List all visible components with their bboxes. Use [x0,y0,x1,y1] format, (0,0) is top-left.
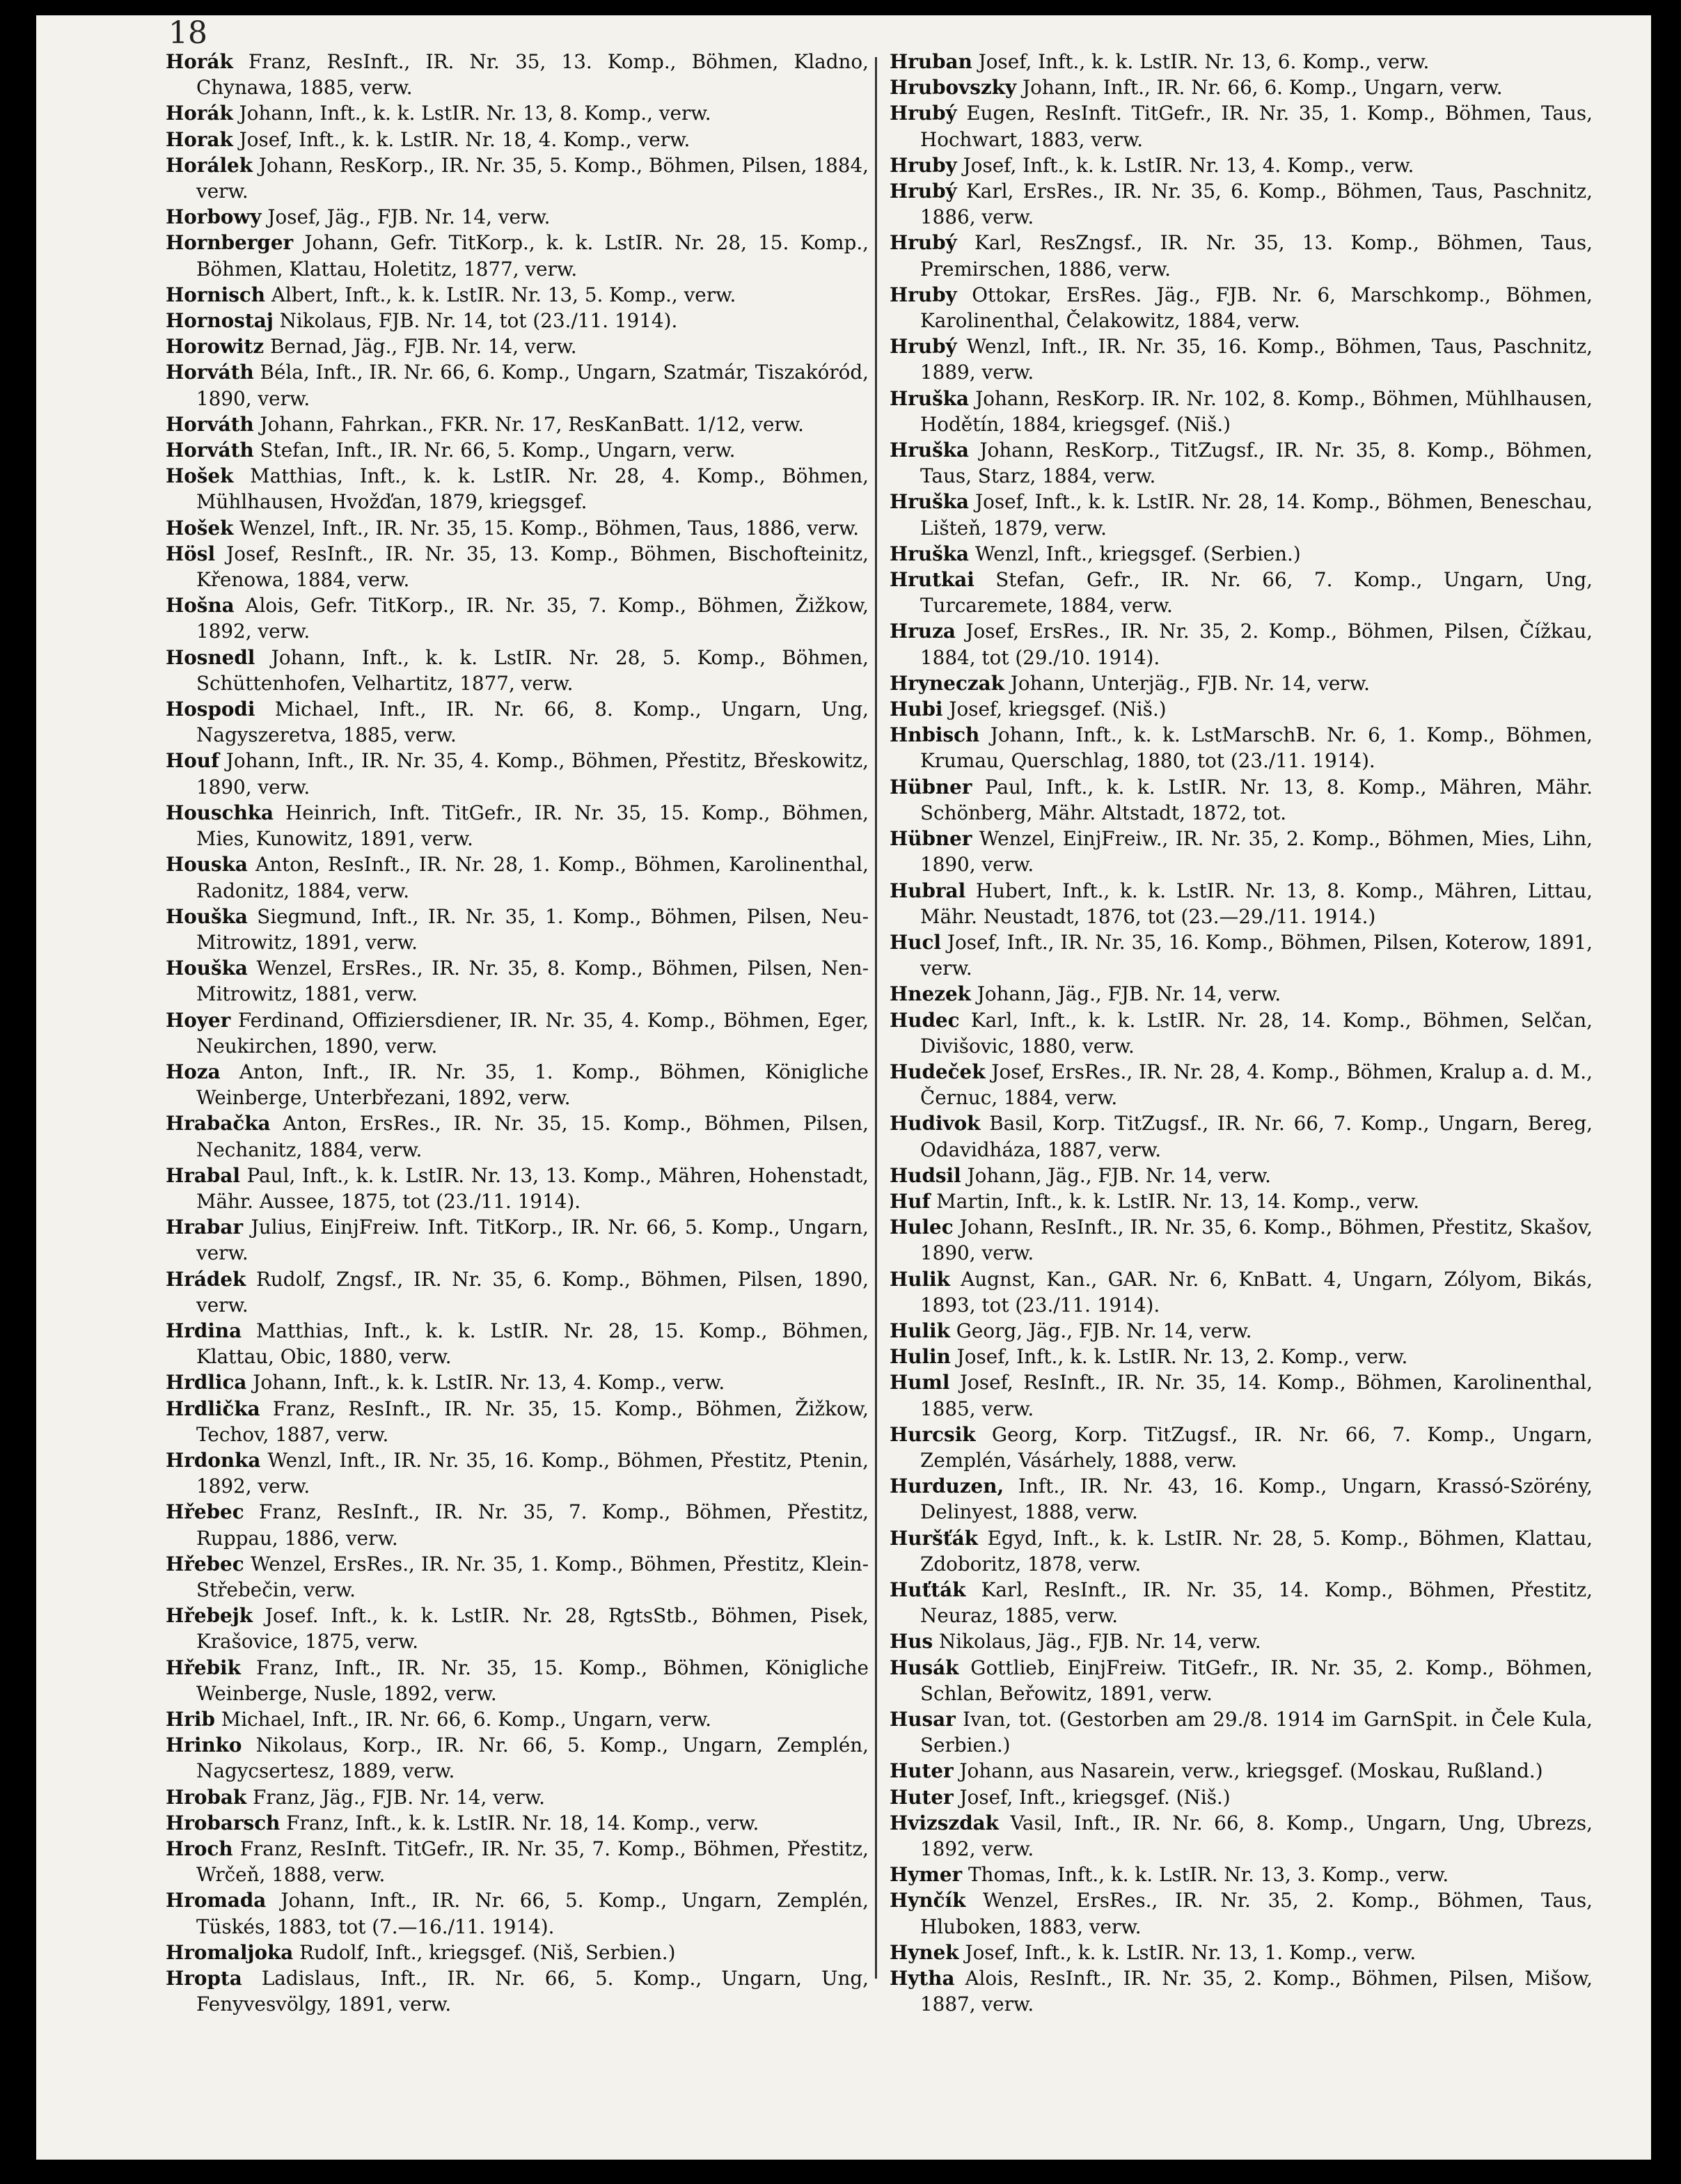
entry-details: Johann, Inft., k. k. LstIR. Nr. 13, 4. Komp., verw. [253,1371,725,1395]
entry-details: Vasil, Inft., IR. Nr. 66, 8. Komp., Ungarn, Ung, Ubrezs, 1892, verw. [920,1811,1593,1861]
entry-details: Wenzel, EinjFreiw., IR. Nr. 35, 2. Komp., Böhmen, Mies, Lihn, 1890, verw. [920,827,1593,877]
entry-details: Johann, Inft., k. k. LstIR. Nr. 28, 5. Komp., Böhmen, Schüttenhofen, Velhartitz, 1877, verw. [196,645,869,695]
entry-surname: Husák [890,1656,959,1679]
entry-details: Thomas, Inft., k. k. LstIR. Nr. 13, 3. Komp., verw. [968,1863,1449,1887]
entry-details: Hubert, Inft., k. k. LstIR. Nr. 13, 8. Komp., Mähren, Littau, Mähr. Neustadt, 1876, tot (23.—29./11. 1914.) [920,879,1593,928]
entry-surname: Huter [890,1785,954,1809]
list-entry [166,1732,869,1784]
entry-surname: Hrdlička [166,1397,260,1420]
entry-surname: Hornisch [166,283,266,306]
list-entry [166,411,869,437]
entry-surname: Hošna [166,594,235,618]
entry-details: Josef, Inft., kriegsgef. (Niš.) [959,1785,1231,1809]
entry-surname: Hulik [890,1267,950,1291]
entry-surname: Horbowy [166,205,262,229]
entry-surname: Hošek [166,516,234,540]
document-page [36,15,1651,2160]
entry-details: Martin, Inft., k. k. LstIR. Nr. 13, 14. Komp., verw. [936,1189,1420,1213]
entry-surname: Hulin [890,1345,951,1369]
list-entry [166,1396,869,1447]
entry-surname: Huršťák [890,1526,978,1550]
list-entry [890,489,1593,540]
list-entry [166,1965,869,2017]
list-entry [166,127,869,152]
entry-details: Anton, ErsRes., IR. Nr. 35, 15. Komp., Böhmen, Pilsen, Nechanitz, 1884, verw. [196,1112,869,1161]
entry-details: Béla, Inft., IR. Nr. 66, 6. Komp., Ungarn, Szatmár, Tiszakóród, 1890, verw. [196,361,869,410]
list-entry [166,541,869,592]
list-entry [890,1059,1593,1110]
entry-details: Eugen, ResInft. TitGefr., IR. Nr. 35, 1. Komp., Böhmen, Taus, Hochwart, 1883, verw. [920,102,1593,151]
entry-surname: Hurduzen, [890,1475,1004,1498]
list-entry [166,955,869,1007]
list-entry [166,1499,869,1550]
entry-surname: Hropta [166,1967,242,1990]
entry-details: Stefan, Gefr., IR. Nr. 66, 7. Komp., Ungarn, Ung, Turcaremete, 1884, verw. [920,568,1593,618]
entry-details: Josef, Inft., k. k. LstIR. Nr. 28, 14. Komp., Böhmen, Beneschau, Lišteň, 1879, verw. [920,490,1593,540]
entry-surname: Hus [890,1630,933,1653]
entry-surname: Hvizszdak [890,1811,999,1835]
entry-surname: Hulec [890,1216,954,1239]
entry-details: Johann, Jäg., FJB. Nr. 14, verw. [967,1163,1271,1187]
entry-details: Johann, Inft., k. k. LstMarschB. Nr. 6, 1. Komp., Böhmen, Krumau, Querschlag, 1880, tot (23./11. 1914). [920,723,1593,773]
list-entry [890,333,1593,385]
entry-surname: Horowitz [166,335,265,359]
list-entry [166,308,869,333]
entry-details: Stefan, Inft., IR. Nr. 66, 5. Komp., Ungarn, verw. [260,439,736,462]
list-entry [166,1836,869,1887]
entry-surname: Hryneczak [890,671,1004,695]
entry-surname: Hruby [890,283,957,306]
list-entry [166,100,869,126]
list-entry [166,851,869,903]
entry-details: Ottokar, ErsRes. Jäg., FJB. Nr. 6, Marschkomp., Böhmen, Karolinenthal, Čelakowitz, 1884, verw. [920,283,1593,333]
list-entry [166,1655,869,1706]
list-entry [166,592,869,644]
entry-details: Wenzl, Inft., IR. Nr. 35, 16. Komp., Böhmen, Přestitz, Ptenin, 1892, verw. [196,1448,869,1498]
entry-surname: Horak [166,127,233,151]
entry-details: Basil, Korp. TitZugsf., IR. Nr. 66, 7. Komp., Ungarn, Bereg, Odavidháza, 1887, verw. [920,1112,1593,1161]
list-entry [166,800,869,851]
entry-details: Josef, Inft., k. k. LstIR. Nr. 13, 6. Komp., verw. [978,50,1430,73]
entry-details: Franz, ResInft. TitGefr., IR. Nr. 35, 7. Komp., Böhmen, Přestitz, Wrčeň, 1888, verw. [196,1837,869,1887]
entry-details: Johann, ResInft., IR. Nr. 35, 6. Komp., Böhmen, Přestitz, Skašov, 1890, verw. [920,1216,1593,1265]
entry-details: Georg, Korp. TitZugsf., IR. Nr. 66, 7. Komp., Ungarn, Zemplén, Vásárhely, 1888, verw. [920,1422,1593,1472]
entry-details: Nikolaus, Korp., IR. Nr. 66, 5. Komp., Ungarn, Zemplén, Nagycsertesz, 1889, verw. [196,1734,869,1783]
entry-details: Josef, ResInft., IR. Nr. 35, 14. Komp., Böhmen, Karolinenthal, 1885, verw. [920,1371,1593,1420]
list-entry [890,1344,1593,1369]
list-entry [890,1655,1593,1706]
entry-details: Anton, ResInft., IR. Nr. 28, 1. Komp., Böhmen, Karolinenthal, Radonitz, 1884, verw. [196,853,869,902]
entry-details: Matthias, Inft., k. k. LstIR. Nr. 28, 4. Komp., Böhmen, Mühlhausen, Hvožďan, 1879, kriegsgef. [196,464,869,514]
list-entry [166,1447,869,1499]
entry-details: Johann, ResKorp. IR. Nr. 102, 8. Komp., Böhmen, Mühlhausen, Hodětín, 1884, kriegsgef. (Niš.) [920,386,1593,436]
entry-surname: Hudec [890,1008,960,1032]
entry-details: Johann, Unterjäg., FJB. Nr. 14, verw. [1010,671,1370,695]
list-entry [890,178,1593,230]
entry-details: Nikolaus, FJB. Nr. 14, tot (23./11. 1914). [279,309,678,333]
right-column [890,49,1593,2017]
entry-surname: Hrdonka [166,1448,261,1472]
entry-surname: Houška [166,957,248,980]
entry-surname: Hruška [890,386,970,410]
list-entry [890,437,1593,489]
entry-surname: Hnbisch [890,723,980,747]
list-entry [166,282,869,308]
list-entry [166,904,869,955]
entry-surname: Hymer [890,1863,963,1887]
list-entry [166,230,869,281]
entry-details: Karl, Inft., k. k. LstIR. Nr. 28, 14. Komp., Böhmen, Selčan, Divišovic, 1880, verw. [920,1008,1593,1058]
list-entry [890,282,1593,333]
list-entry [166,696,869,748]
entry-surname: Houska [166,853,248,877]
entry-surname: Hřebik [166,1656,241,1679]
list-entry [166,645,869,696]
entry-details: Rudolf, Inft., kriegsgef. (Niš, Serbien.) [299,1940,676,1964]
entry-details: Franz, Inft., IR. Nr. 35, 15. Komp., Böhmen, Königliche Weinberge, Nusle, 1892, verw. [196,1656,869,1705]
entry-details: Julius, EinjFreiw. Inft. TitKorp., IR. Nr. 66, 5. Komp., Ungarn, verw. [196,1216,869,1265]
entry-surname: Huml [890,1371,950,1395]
entry-surname: Hrobak [166,1785,247,1809]
entry-surname: Horváth [166,361,254,384]
entry-details: Josef, ResInft., IR. Nr. 35, 13. Komp., Böhmen, Bischofteinitz, Křenowa, 1884, verw. [196,542,869,592]
entry-surname: Hruška [890,439,970,462]
entry-details: Wenzel, ErsRes., IR. Nr. 35, 8. Komp., Böhmen, Pilsen, Nen-Mitrowitz, 1881, verw. [196,957,869,1006]
list-entry [890,1188,1593,1214]
list-entry [890,1965,1593,2017]
entry-details: Wenzl, Inft., kriegsgef. (Serbien.) [974,542,1301,565]
entry-surname: Huťták [890,1578,966,1601]
entry-surname: Hrubý [890,231,957,255]
entry-surname: Hruza [890,620,956,643]
list-entry [890,1940,1593,1965]
entry-details: Johann, Inft., IR. Nr. 35, 4. Komp., Böhmen, Přestitz, Břeskowitz, 1890, verw. [196,749,869,799]
list-entry [890,1577,1593,1628]
list-entry [166,1059,869,1110]
entry-surname: Horák [166,50,233,73]
entry-details: Johann, Jäg., FJB. Nr. 14, verw. [977,982,1281,1006]
entry-details: Johann, Inft., k. k. LstIR. Nr. 13, 8. Komp., verw. [239,102,711,125]
entry-details: Franz, ResInft., IR. Nr. 35, 7. Komp., Böhmen, Přestitz, Ruppau, 1886, verw. [196,1500,869,1550]
list-entry [166,152,869,204]
entry-details: Josef, Inft., k. k. LstIR. Nr. 13, 1. Komp., verw. [965,1940,1416,1964]
list-entry [890,567,1593,618]
entry-surname: Hurcsik [890,1422,976,1446]
list-entry [166,1214,869,1266]
list-entry [166,1266,869,1318]
list-entry [890,1163,1593,1188]
entry-surname: Hřebejk [166,1604,253,1628]
list-entry [890,1214,1593,1266]
list-entry [890,230,1593,281]
list-entry [166,515,869,541]
entry-surname: Houška [166,904,248,928]
list-entry [166,1603,869,1654]
entry-surname: Hornberger [166,231,294,255]
entry-surname: Hrutkai [890,568,974,592]
entry-details: Josef, Inft., IR. Nr. 35, 16. Komp., Böhmen, Pilsen, Koterow, 1891, verw. [920,930,1593,980]
entry-details: Josef, Inft., k. k. LstIR. Nr. 13, 2. Komp., verw. [956,1345,1408,1369]
entry-details: Josef, kriegsgef. (Niš.) [949,698,1167,721]
list-entry [890,1318,1593,1344]
entry-surname: Hnezek [890,982,971,1006]
entry-surname: Hubi [890,698,943,721]
list-entry [890,1369,1593,1421]
list-entry [166,1369,869,1395]
entry-details: Siegmund, Inft., IR. Nr. 35, 1. Komp., Böhmen, Pilsen, Neu-Mitrowitz, 1891, verw. [196,904,869,954]
list-entry [890,1706,1593,1758]
entry-details: Michael, Inft., IR. Nr. 66, 6. Komp., Ungarn, verw. [221,1708,711,1731]
entry-surname: Hromada [166,1889,267,1912]
entry-details: Johann, ResKorp., TitZugsf., IR. Nr. 35, 8. Komp., Böhmen, Taus, Starz, 1884, verw. [920,439,1593,488]
entry-surname: Hrubovszky [890,76,1017,100]
entry-details: Johann, Inft., IR. Nr. 66, 5. Komp., Ungarn, Zemplén, Tüskés, 1883, tot (7.—16./11. 1914). [196,1889,869,1938]
entry-surname: Hošek [166,464,234,488]
entry-details: Josef, Inft., k. k. LstIR. Nr. 18, 4. Komp., verw. [239,127,690,151]
list-entry [166,748,869,799]
entry-surname: Horváth [166,439,254,462]
entry-surname: Hynek [890,1940,959,1964]
entry-details: Johann, Inft., IR. Nr. 66, 6. Komp., Ungarn, verw. [1022,76,1503,100]
entry-surname: Hrubý [890,102,957,125]
entry-details: Albert, Inft., k. k. LstIR. Nr. 13, 5. Komp., verw. [271,283,736,306]
entry-surname: Hřebec [166,1500,244,1524]
entry-details: Augnst, Kan., GAR. Nr. 6, KnBatt. 4, Ungarn, Zólyom, Bikás, 1893, tot (23./11. 1914). [920,1267,1593,1317]
entry-details: Johann, Gefr. TitKorp., k. k. LstIR. Nr. 28, 15. Komp., Böhmen, Klattau, Holetitz, 1877, verw. [196,231,869,281]
entry-surname: Hroch [166,1837,233,1861]
entry-surname: Horák [166,102,233,125]
entry-surname: Hoyer [166,1008,231,1032]
entry-surname: Hruška [890,542,970,565]
entry-surname: Hřebec [166,1552,244,1576]
entry-surname: Hudivok [890,1112,981,1136]
entry-details: Wenzel, ErsRes., IR. Nr. 35, 2. Komp., Böhmen, Taus, Hluboken, 1883, verw. [920,1889,1593,1938]
entry-surname: Huf [890,1189,931,1213]
list-entry [890,1758,1593,1784]
entry-details: Wenzel, ErsRes., IR. Nr. 35, 1. Komp., Böhmen, Přestitz, Klein-Střebečin, verw. [196,1552,869,1601]
entry-details: Nikolaus, Jäg., FJB. Nr. 14, verw. [938,1630,1261,1653]
list-entry [166,1940,869,1965]
entry-surname: Hruban [890,50,972,73]
column-divider [875,57,877,1979]
entry-details: Inft., IR. Nr. 43, 16. Komp., Ungarn, Krassó-Szörény, Delinyest, 1888, verw. [920,1475,1593,1524]
list-entry [890,1862,1593,1887]
entry-details: Heinrich, Inft. TitGefr., IR. Nr. 35, 15. Komp., Böhmen, Mies, Kunowitz, 1891, verw. [196,801,869,851]
entry-details: Wenzel, Inft., IR. Nr. 35, 15. Komp., Böhmen, Taus, 1886, verw. [239,516,860,540]
list-entry [166,1784,869,1810]
list-entry [890,1628,1593,1654]
list-entry [890,1007,1593,1059]
entry-details: Paul, Inft., k. k. LstIR. Nr. 13, 8. Komp., Mähren, Mähr. Schönberg, Mähr. Altstadt, 1872, tot. [920,775,1593,824]
entry-details: Wenzl, Inft., IR. Nr. 35, 16. Komp., Böhmen, Taus, Paschnitz, 1889, verw. [920,335,1593,384]
list-entry [890,1266,1593,1318]
entry-surname: Hrdlica [166,1371,247,1395]
entry-details: Ladislaus, Inft., IR. Nr. 66, 5. Komp., Ungarn, Ung, Fenyvesvölgy, 1891, verw. [196,1967,869,2016]
list-entry [890,74,1593,100]
list-entry [166,359,869,411]
entry-details: Johann, ResKorp., IR. Nr. 35, 5. Komp., Böhmen, Pilsen, 1884, verw. [196,153,869,203]
list-entry [166,1318,869,1369]
entry-surname: Hrubý [890,335,957,359]
entry-surname: Houschka [166,801,274,824]
entry-details: Josef, Jäg., FJB. Nr. 14, verw. [267,205,551,229]
entry-surname: Hulik [890,1319,950,1342]
entry-details: Josef, ErsRes., IR. Nr. 35, 2. Komp., Böhmen, Pilsen, Čížkau, 1884, tot (29./10. 1914). [920,620,1593,669]
entry-details: Franz, ResInft., IR. Nr. 35, 15. Komp., Böhmen, Žižkow, Techov, 1887, verw. [196,1397,869,1446]
entry-surname: Hübner [890,775,972,799]
entry-surname: Horálek [166,153,253,177]
list-entry [890,1784,1593,1810]
list-entry [890,929,1593,981]
entry-surname: Hospodi [166,698,255,721]
entry-details: Josef. Inft., k. k. LstIR. Nr. 28, RgtsStb., Böhmen, Pisek, Krašovice, 1875, verw. [196,1604,869,1653]
entry-surname: Hrobarsch [166,1811,281,1835]
list-entry [166,1163,869,1214]
entry-details: Georg, Jäg., FJB. Nr. 14, verw. [956,1319,1252,1342]
entry-surname: Hudeček [890,1060,986,1083]
entry-surname: Huter [890,1759,954,1783]
entry-surname: Hrabar [166,1216,244,1239]
list-entry [890,152,1593,178]
entry-details: Franz, Jäg., FJB. Nr. 14, verw. [253,1785,545,1809]
list-entry [890,1525,1593,1577]
entry-surname: Hruby [890,153,957,177]
entry-details: Anton, Inft., IR. Nr. 35, 1. Komp., Böhmen, Königliche Weinberge, Unterbřezani, 1892, verw. [196,1060,869,1110]
list-entry [166,463,869,514]
entry-surname: Hrdina [166,1319,242,1342]
list-entry [890,1810,1593,1862]
entry-surname: Hrib [166,1708,215,1731]
entry-details: Karl, ResInft., IR. Nr. 35, 14. Komp., Böhmen, Přestitz, Neuraz, 1885, verw. [920,1578,1593,1628]
entry-surname: Hytha [890,1967,955,1990]
entry-surname: Hösl [166,542,216,565]
list-entry [890,1110,1593,1162]
entry-surname: Hromaljoka [166,1940,294,1964]
entry-surname: Hynčík [890,1889,966,1912]
page-number: 18 [168,15,207,51]
entry-details: Karl, ErsRes., IR. Nr. 35, 6. Komp., Böhmen, Taus, Paschnitz, 1886, verw. [920,180,1593,229]
entry-surname: Hrubý [890,180,957,203]
entry-details: Alois, ResInft., IR. Nr. 35, 2. Komp., Böhmen, Pilsen, Mišow, 1887, verw. [920,1967,1593,2016]
list-entry [890,696,1593,722]
list-entry [890,1887,1593,1939]
list-entry [166,1007,869,1059]
list-entry [166,437,869,463]
entry-details: Gottlieb, EinjFreiw. TitGefr., IR. Nr. 35, 2. Komp., Böhmen, Schlan, Beřowitz, 1891, verw. [920,1656,1593,1705]
entry-details: Bernad, Jäg., FJB. Nr. 14, verw. [269,335,577,359]
left-column [166,49,869,2017]
list-entry [890,878,1593,929]
entry-details: Rudolf, Zngsf., IR. Nr. 35, 6. Komp., Böhmen, Pilsen, 1890, verw. [196,1267,869,1317]
entry-surname: Hrádek [166,1267,246,1291]
list-entry [166,1887,869,1939]
entry-details: Ferdinand, Offiziersdiener, IR. Nr. 35, 4. Komp., Böhmen, Eger, Neukirchen, 1890, verw. [196,1008,869,1058]
entry-details: Johann, Fahrkan., FKR. Nr. 17, ResKanBatt. 1/12, verw. [260,412,805,436]
entry-details: Franz, ResInft., IR. Nr. 35, 13. Komp., Böhmen, Kladno, Chynawa, 1885, verw. [196,50,869,100]
entry-details: Karl, ResZngsf., IR. Nr. 35, 13. Komp., Böhmen, Taus, Premirschen, 1886, verw. [920,231,1593,281]
entry-surname: Hübner [890,827,972,851]
entry-surname: Hosnedl [166,645,255,669]
entry-surname: Hrabačka [166,1112,271,1136]
entry-details: Egyd, Inft., k. k. LstIR. Nr. 28, 5. Komp., Böhmen, Klattau, Zdoboritz, 1878, verw. [920,1526,1593,1576]
list-entry [166,1110,869,1162]
list-entry [890,541,1593,567]
entry-surname: Houf [166,749,219,773]
list-entry [890,49,1593,74]
list-entry [890,722,1593,773]
list-entry [890,774,1593,826]
entry-details: Johann, aus Nasarein, verw., kriegsgef. (Moskau, Rußland.) [959,1759,1543,1783]
list-entry [166,204,869,230]
list-entry [166,333,869,359]
entry-surname: Hruška [890,490,970,514]
entry-details: Josef, ErsRes., IR. Nr. 28, 4. Komp., Böhmen, Kralup a. d. M., Černuc, 1884, verw. [920,1060,1593,1110]
entry-surname: Hrabal [166,1163,240,1187]
entry-details: Matthias, Inft., k. k. LstIR. Nr. 28, 15. Komp., Böhmen, Klattau, Obic, 1880, verw. [196,1319,869,1369]
list-entry [890,981,1593,1007]
entry-surname: Husar [890,1708,956,1731]
entry-surname: Hoza [166,1060,221,1083]
entry-surname: Hucl [890,930,941,954]
list-entry [166,49,869,100]
entry-details: Paul, Inft., k. k. LstIR. Nr. 13, 13. Komp., Mähren, Hohenstadt, Mähr. Aussee, 1875, tot (23./11. 1914). [196,1163,869,1213]
entry-details: Alois, Gefr. TitKorp., IR. Nr. 35, 7. Komp., Böhmen, Žižkow, 1892, verw. [196,594,869,643]
list-entry [166,1810,869,1836]
entry-surname: Hubral [890,879,966,902]
entry-details: Josef, Inft., k. k. LstIR. Nr. 13, 4. Komp., verw. [963,153,1414,177]
entry-details: Michael, Inft., IR. Nr. 66, 8. Komp., Ungarn, Ung, Nagyszeretva, 1885, verw. [196,698,869,747]
entry-surname: Hudsil [890,1163,961,1187]
list-entry [890,386,1593,437]
list-entry [890,670,1593,696]
entry-surname: Hornostaj [166,309,274,333]
list-entry [890,1422,1593,1473]
list-entry [890,100,1593,152]
list-entry [890,826,1593,877]
entry-surname: Horváth [166,412,254,436]
entry-details: Ivan, tot. (Gestorben am 29./8. 1914 im GarnSpit. in Čele Kula, Serbien.) [920,1708,1593,1757]
list-entry [166,1551,869,1603]
list-entry [890,618,1593,670]
list-entry [166,1706,869,1732]
entry-surname: Hrinko [166,1734,242,1757]
list-entry [890,1473,1593,1525]
entry-details: Franz, Inft., k. k. LstIR. Nr. 18, 14. Komp., verw. [286,1811,759,1835]
